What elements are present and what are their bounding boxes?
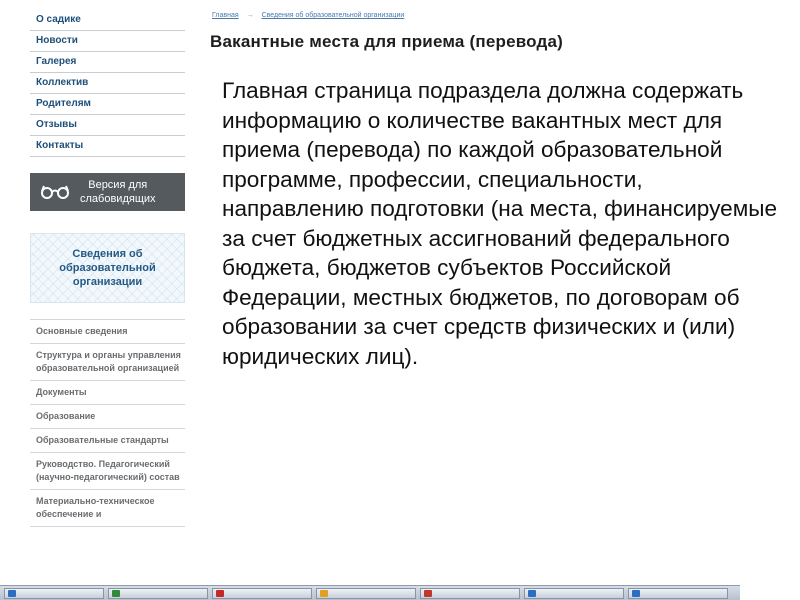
- nav-item-gallery[interactable]: Галерея: [30, 52, 185, 73]
- taskbar-button-7[interactable]: [628, 588, 728, 599]
- breadcrumb-home-link[interactable]: Главная: [212, 12, 239, 19]
- taskbar-button-2[interactable]: [108, 588, 208, 599]
- low-vision-version-button[interactable]: [30, 173, 185, 211]
- ie-icon: [528, 590, 536, 597]
- taskbar-button-6[interactable]: [524, 588, 624, 599]
- sub-item-basic-info[interactable]: Основные сведения: [30, 320, 185, 344]
- edu-info-submenu: [30, 319, 185, 527]
- sub-item-facilities[interactable]: Материально-техническое обеспечение и: [30, 490, 185, 527]
- breadcrumb: [212, 12, 404, 19]
- windows-taskbar: [0, 585, 740, 600]
- edu-info-banner-label: Сведения об образовательной организации: [59, 248, 156, 288]
- sub-item-structure[interactable]: Структура и органы управления образовательной организацией: [30, 344, 185, 381]
- word-icon: [112, 590, 120, 597]
- breadcrumb-separator: →: [246, 12, 254, 19]
- sub-item-management[interactable]: Руководство. Педагогический (научно-педагогический) состав: [30, 453, 185, 490]
- sidebar: [30, 10, 185, 527]
- folder-icon: [320, 590, 328, 597]
- sub-item-standards[interactable]: Образовательные стандарты: [30, 429, 185, 453]
- low-vision-version-label: Версия для слабовидящих: [80, 179, 156, 205]
- taskbar-button-1[interactable]: [4, 588, 104, 599]
- nav-item-about[interactable]: О садике: [30, 10, 185, 31]
- nav-item-news[interactable]: Новости: [30, 31, 185, 52]
- nav-item-staff[interactable]: Коллектив: [30, 73, 185, 94]
- sub-item-documents[interactable]: Документы: [30, 381, 185, 405]
- pdf-icon: [216, 590, 224, 597]
- nav-item-parents[interactable]: Родителям: [30, 94, 185, 115]
- nav-item-reviews[interactable]: Отзывы: [30, 115, 185, 136]
- taskbar-button-3[interactable]: [212, 588, 312, 599]
- sub-item-education[interactable]: Образование: [30, 405, 185, 429]
- slide-body-text: Главная страница подраздела должна содержать информацию о количестве вакантных мест для приема (перевода) по каждой образовательной программе, профессии, специальности, направлению подготовки (на места, финансируемые за счет бюджетных ассигнований федерального бюджета, бюджетов субъектов Российской Федерации, местных бюджетов, по договорам об образовании за счет средств физических и (или) юридических лиц).: [222, 78, 778, 369]
- ie-icon: [632, 590, 640, 597]
- ppt-icon: [424, 590, 432, 597]
- breadcrumb-current-link[interactable]: Сведения об образовательной организации: [261, 12, 405, 19]
- glasses-icon: [40, 184, 70, 200]
- ie-icon: [8, 590, 16, 597]
- nav-item-contacts[interactable]: Контакты: [30, 136, 185, 157]
- taskbar-button-5[interactable]: [420, 588, 520, 599]
- edu-info-banner[interactable]: [30, 233, 185, 303]
- page-title: Вакантные места для приема (перевода): [210, 32, 564, 51]
- taskbar-button-4[interactable]: [316, 588, 416, 599]
